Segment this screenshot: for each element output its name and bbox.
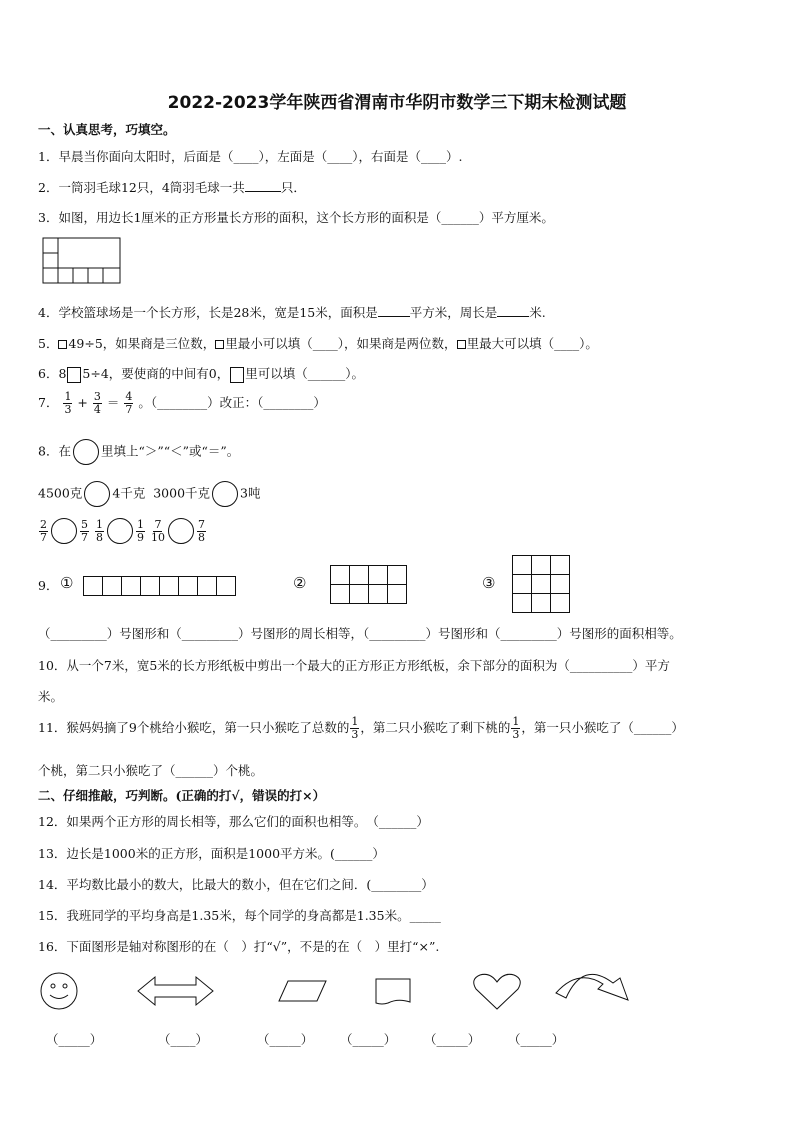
q7-fraction-1 bbox=[63, 391, 72, 416]
question-14: 14．平均数比最小的数大，比最大的数小，但在它们之间．(________） bbox=[38, 877, 434, 892]
question-7 bbox=[38, 391, 326, 416]
fraction bbox=[80, 519, 89, 544]
parallelogram-icon bbox=[279, 981, 326, 1001]
question-10-line-1: 10．从一个7米，宽5米的长方形纸板中剪出一个最大的正方形正方形纸板，余下部分的面积为（__________）平方 bbox=[38, 658, 670, 673]
numerator: 1 bbox=[64, 390, 72, 403]
box-placeholder-icon bbox=[58, 340, 67, 349]
heart-icon bbox=[474, 974, 521, 1009]
q6-text-b: 5÷4，要使商的中间有0， bbox=[82, 366, 230, 381]
denominator: 3 bbox=[512, 728, 520, 741]
question-5 bbox=[38, 334, 598, 352]
box-placeholder-icon bbox=[457, 340, 466, 349]
question-13: 13．边长是1000米的正方形，面积是1000平方米。(______） bbox=[38, 846, 385, 861]
box-placeholder-icon bbox=[230, 367, 244, 383]
denominator: 3 bbox=[64, 403, 72, 416]
q2-blank[interactable] bbox=[245, 191, 281, 192]
q16-answer-3[interactable]: （_____） bbox=[257, 1032, 314, 1047]
question-10-line-2: 米。 bbox=[38, 689, 64, 704]
q16-answer-1[interactable]: （_____） bbox=[46, 1032, 103, 1047]
q16-answer-2[interactable]: （____） bbox=[158, 1032, 209, 1047]
q8-row-2 bbox=[38, 518, 207, 544]
flag-shape-icon bbox=[376, 979, 410, 1004]
fraction bbox=[136, 519, 145, 544]
question-16: 16．下面图形是轴对称图形的在（ ）打“√”，不是的在（ ）里打“×”. bbox=[38, 939, 440, 954]
page-title: 2022-2023学年陕西省渭南市华阴市数学三下期末检测试题 bbox=[167, 93, 627, 113]
q8-text-a: 8．在 bbox=[38, 443, 71, 459]
q16-shapes bbox=[38, 970, 638, 1014]
q6-text-a: 6．8 bbox=[38, 366, 67, 381]
denominator: 8 bbox=[197, 530, 205, 544]
curved-arrow-icon bbox=[556, 974, 628, 1000]
equals-sign: ＝ bbox=[106, 395, 120, 410]
denominator: 7 bbox=[40, 530, 47, 544]
q7-tail: 。（________）改正：（________） bbox=[138, 395, 326, 410]
compare-circle[interactable] bbox=[51, 518, 77, 544]
numerator: 5 bbox=[81, 517, 88, 531]
denominator: 4 bbox=[93, 403, 101, 416]
plus-sign: + bbox=[77, 395, 88, 410]
q5-text-d: 里最大可以填（____）。 bbox=[466, 336, 598, 351]
q8-item-d: 3吨 bbox=[240, 485, 261, 501]
q5-label: 5． bbox=[38, 336, 59, 351]
numerator: 4 bbox=[125, 390, 133, 403]
q7-fraction-2 bbox=[93, 391, 102, 416]
question-8 bbox=[38, 439, 239, 465]
question-4 bbox=[38, 303, 546, 321]
compare-circle[interactable] bbox=[107, 518, 133, 544]
q5-text-c: 里最小可以填（____），如果商是两位数， bbox=[225, 336, 457, 351]
q7-fraction-3 bbox=[124, 391, 133, 416]
question-2 bbox=[38, 178, 306, 196]
q8-text-b: 里填上“＞”“＜”或“＝”。 bbox=[100, 443, 240, 459]
q8-row-1 bbox=[38, 481, 260, 507]
numerator: 3 bbox=[93, 390, 101, 403]
q11-text-a: 11．猴妈妈摘了9个桃给小猴吃，第一只小猴吃了总数的 bbox=[38, 720, 350, 735]
q4-blank-perimeter[interactable] bbox=[497, 316, 529, 317]
numerator: 1 bbox=[512, 715, 520, 728]
q11-fraction-1 bbox=[350, 716, 359, 741]
q8-item-c: 3000千克 bbox=[153, 485, 211, 501]
q9-marker-1: ① bbox=[60, 574, 74, 592]
q2-text-a: 2．一筒羽毛球12只，4筒羽毛球一共 bbox=[38, 180, 245, 195]
box-placeholder-icon bbox=[215, 340, 224, 349]
numerator: 1 bbox=[136, 517, 144, 531]
q4-text-c: 米. bbox=[529, 305, 546, 320]
compare-circle[interactable] bbox=[168, 518, 194, 544]
q8-item-b: 4千克 bbox=[112, 485, 146, 501]
q11-text-b: ，第二只小猴吃了剩下桃的 bbox=[360, 720, 511, 735]
denominator: 9 bbox=[136, 530, 144, 544]
q9-marker-2: ② bbox=[293, 574, 307, 592]
denominator: 8 bbox=[95, 530, 103, 544]
double-arrow-icon bbox=[138, 977, 213, 1005]
q4-text-b: 平方米，周长是 bbox=[409, 305, 498, 320]
q11-text-c: ，第一只小猴吃了（______） bbox=[521, 720, 684, 735]
box-placeholder-icon bbox=[67, 367, 81, 383]
question-3: 3．如图，用边长1厘米的正方形量长方形的面积，这个长方形的面积是（______）平方厘米。 bbox=[38, 210, 554, 225]
denominator: 3 bbox=[351, 728, 359, 741]
question-11-line-1 bbox=[38, 716, 684, 741]
q4-text-a: 4．学校篮球场是一个长方形，长是28米，宽是15米，面积是 bbox=[38, 305, 378, 320]
question-11-line-2: 个桃，第二只小猴吃了（______）个桃。 bbox=[38, 763, 264, 778]
fraction bbox=[151, 519, 165, 544]
compare-circle[interactable] bbox=[84, 481, 110, 507]
numerator: 7 bbox=[154, 517, 162, 531]
q4-blank-area[interactable] bbox=[378, 316, 410, 317]
section-2-heading: 二、仔细推敲，巧判断。(正确的打√，错误的打×） bbox=[38, 788, 326, 803]
q8-item-a: 4500克 bbox=[38, 485, 83, 501]
q11-fraction-2 bbox=[511, 716, 520, 741]
fraction bbox=[95, 519, 104, 544]
q7-label: 7． bbox=[38, 395, 59, 410]
section-1-heading: 一、认真思考，巧填空。 bbox=[38, 122, 176, 137]
q3-rectangle-figure bbox=[42, 237, 122, 285]
question-6 bbox=[38, 364, 364, 383]
numerator: 2 bbox=[40, 517, 47, 531]
q16-answer-6[interactable]: （_____） bbox=[508, 1032, 565, 1047]
q2-text-b: 只． bbox=[280, 180, 306, 195]
q9-marker-3: ③ bbox=[482, 574, 496, 592]
q9-label: 9． bbox=[38, 578, 59, 593]
denominator: 7 bbox=[125, 403, 133, 416]
fraction bbox=[197, 519, 206, 544]
denominator: 7 bbox=[81, 530, 88, 544]
question-12: 12．如果两个正方形的周长相等，那么它们的面积也相等。 （______） bbox=[38, 814, 429, 829]
numerator: 1 bbox=[95, 517, 103, 531]
q9-figure-2 bbox=[330, 565, 407, 604]
q9-text: （_________）号图形和（_________）号图形的周长相等，（_________）号图形和（_________）号图形的面积相等。 bbox=[38, 626, 682, 641]
q5-text-b: 49÷5，如果商是三位数， bbox=[68, 336, 216, 351]
q6-text-c: 里可以填（______）。 bbox=[245, 366, 365, 381]
fraction bbox=[39, 519, 48, 544]
denominator: 10 bbox=[150, 530, 165, 544]
circle-placeholder-icon bbox=[73, 439, 99, 465]
q16-answer-4[interactable]: （_____） bbox=[340, 1032, 397, 1047]
question-15: 15．我班同学的平均身高是1.35米，每个同学的身高都是1.35米。_____ bbox=[38, 908, 441, 923]
numerator: 1 bbox=[351, 715, 359, 728]
question-1: 1．早晨当你面向太阳时，后面是（____），左面是（____），右面是（____）. bbox=[38, 149, 463, 164]
smiley-icon bbox=[41, 973, 77, 1009]
numerator: 7 bbox=[197, 517, 205, 531]
q9-figure-3 bbox=[512, 555, 570, 613]
compare-circle[interactable] bbox=[212, 481, 238, 507]
q9-figure-1 bbox=[83, 576, 236, 596]
q16-answer-5[interactable]: （_____） bbox=[424, 1032, 481, 1047]
